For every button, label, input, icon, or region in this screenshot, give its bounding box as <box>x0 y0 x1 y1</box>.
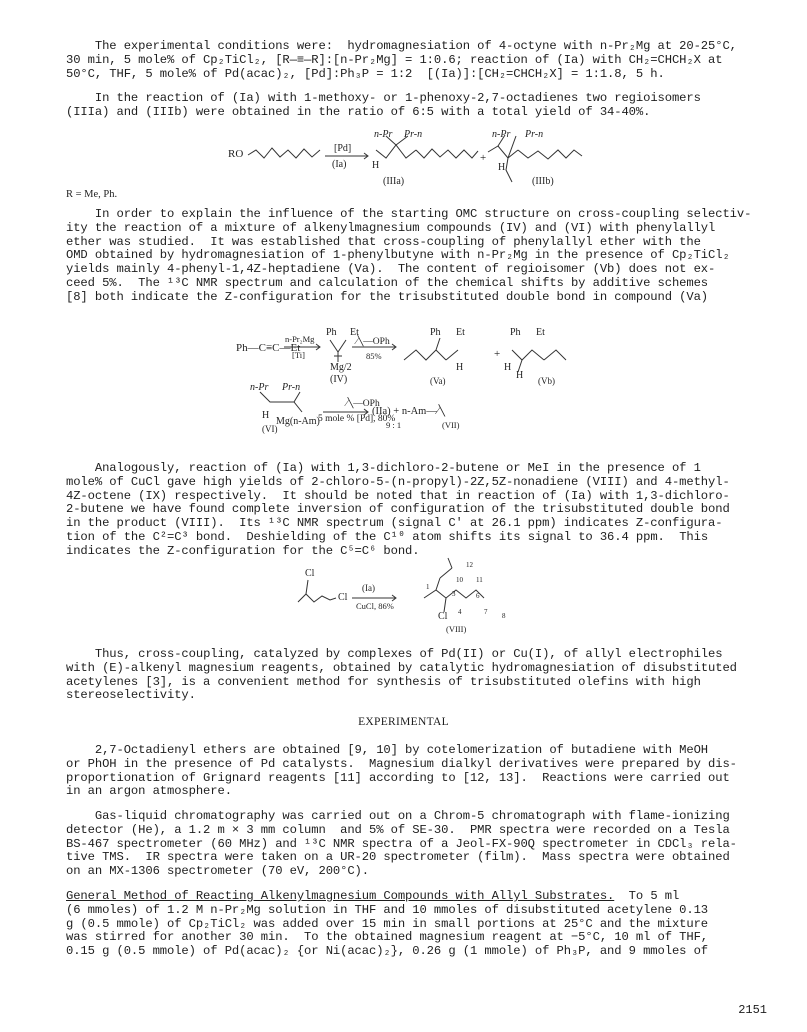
paragraph-conditions: The experimental conditions were: hydromagnesiation of 4-octyne with n-Pr₂Mg at 20-25°C, 30 min, 5 mole% of Cp₂TiCl₂, [R—≡—R]:[n-Pr₂Mg] = 1:0.6; reaction of (Ia) with CH₂=CHCH₂X at 50°C, THF, 5 mole% of Pd(acac)₂, [Pd]:Ph₃P = 1:2 [(Ia)]:[CH₂=CHCH₂X] = 1:1.8, 5 h. <box>66 39 737 81</box>
scheme2-mg-am: Mg(n-Am) <box>276 416 320 427</box>
scheme2-reagent-2: ∕╲—OPh <box>346 399 380 409</box>
scheme1-reagent: (Ia) <box>332 159 347 170</box>
scheme2-h-4: H <box>504 362 512 373</box>
scheme2-ph-1: Ph <box>326 327 337 338</box>
scheme3-cl-3: Cl <box>438 611 448 622</box>
scheme2-label-VII: (VII) <box>442 420 460 430</box>
scheme1-prn-2: Pr-n <box>525 129 544 140</box>
scheme2-npr: n-Pr <box>250 382 269 393</box>
scheme2-plus: + <box>494 348 501 360</box>
scheme1-npr-2: n-Pr <box>492 129 511 140</box>
scheme2-et-3: Et <box>536 327 545 338</box>
scheme2-h-3: H <box>456 362 464 373</box>
paragraph-selectivity: In order to explain the influence of the starting OMC structure on cross-coupling selectiv- ity the reaction of a mixture of alkenylmagnesium compounds (IV) and (VI) with phenylallyl ether was studied. It was established that cross-coupling of phenylallyl ether with the OMD obtained by hydromagnesiation of 1-phenylbutyne with n-Pr₂Mg in the presence of Cp₂TiCl₂ yields mainly 4-phenyl-1,4Z-heptadiene (Va). The content of regioisomer (Vb) does not ex- ceed 5%. The ¹³C NMR spectrum and calculation of the chemical shifts by additive schemes [8] both indicate the Z-configuration for the trisubstituted double bond in compound (Va) <box>66 207 752 304</box>
scheme2-conditions-2: 5 mole % [Pd], 80% <box>318 414 396 424</box>
scheme3-cl-1: Cl <box>305 568 315 579</box>
scheme3-reagent: (Ia) <box>362 583 375 593</box>
scheme3-num-3: 3 <box>452 590 456 598</box>
page-number: 2151 <box>738 1003 767 1017</box>
scheme3-num-8: 8 <box>502 612 506 620</box>
scheme2-label-Vb: (Vb) <box>538 376 555 386</box>
paragraph-analogously: Analogously, reaction of (Ia) with 1,3-dichloro-2-butene or MeI in the presence of 1 mole% of CuCl gave high yields of 2-chloro-5-(n-propyl)-2Z,5Z-nonadiene (VIII) and 4-methyl- 4Z-octene (IX) respectively. It should be noted that in reaction of (Ia) with 1,3-dichloro- 2-butene we have found complete inversion of configuration of the trisubstituted double bond in the product (VIII). Its ¹³C NMR spectrum (signal C' at 26.1 ppm) indicates Z-configura- tion of the C²=C³ bond. Deshielding of the C¹⁰ atom shifts its signal to 36.4 ppm. This indicates the Z-configuration for the C⁵=C⁶ bond. <box>66 461 730 558</box>
scheme3-label-VIII: (VIII) <box>446 624 467 634</box>
scheme3-num-4: 4 <box>458 608 462 616</box>
paragraph-ethers: 2,7-Octadienyl ethers are obtained [9, 10] by cotelomerization of butadiene with MeOH or PhOH in the presence of Pd catalysts. Magnesium dialkyl derivatives were prepared by dis- proportionation of Grignard reagents [11] according to [12, 13]. Reactions were carried out in an argon atmosphere. <box>66 743 737 799</box>
r-definition-note: R = Me, Ph. <box>66 189 118 200</box>
scheme3-num-12: 12 <box>466 561 473 569</box>
paragraph-general-method <box>66 890 756 959</box>
scheme2-ratio: 9 : 1 <box>386 420 402 430</box>
paragraph-conclusion: Thus, cross-coupling, catalyzed by complexes of Pd(II) or Cu(I), of allyl electrophiles with (E)-alkenyl magnesium reagents, obtained by catalytic hydromagnesiation of disubstituted acetylenes [3], is a convenient method for synthesis of trisubstituted olefins with high stereoselectivity. <box>66 647 737 703</box>
scheme3-num-1: 1 <box>426 583 430 591</box>
scheme1-label-IIIa: (IIIa) <box>383 176 405 187</box>
scheme2-reagent-1: n-Pr₂Mg <box>285 334 315 344</box>
scheme2-ph-2: Ph <box>430 327 441 338</box>
paragraph-regioisomers: In the reaction of (Ia) with 1-methoxy- or 1-phenoxy-2,7-octadienes two regioisomers (IIIa) and (IIIb) were obtained in the ratio of 6:5 with a total yield of 34-40%. <box>66 91 701 119</box>
scheme2-start: Ph—C≡C—Et <box>236 342 301 354</box>
scheme1-npr-1: n-Pr <box>374 129 393 140</box>
scheme2-reagent: ∕╲—OPh <box>356 337 390 347</box>
scheme3-catalyst: CuCl, 86% <box>356 601 394 611</box>
scheme2-label-Va: (Va) <box>430 376 446 386</box>
scheme3-num-6: 6 <box>476 592 480 600</box>
section-heading-experimental: EXPERIMENTAL <box>358 716 449 728</box>
scheme3-num-11: 11 <box>476 576 483 584</box>
scheme2-ph-3: Ph <box>510 327 521 338</box>
scheme2-label-IV: (IV) <box>330 374 348 385</box>
scheme2-h-6: H <box>262 410 270 421</box>
scheme2-label-VI: (VI) <box>262 424 278 434</box>
scheme2-catalyst-1: [Ti] <box>292 350 305 360</box>
scheme1-ro: RO <box>228 148 244 160</box>
scheme2-products: (IIa) + n-Am—∕╲ <box>372 406 445 417</box>
scheme2-et-2: Et <box>456 327 465 338</box>
scheme2-h-5: H <box>516 370 524 381</box>
scheme1-label-IIIb: (IIIb) <box>532 176 554 187</box>
paragraph-chromatography: Gas-liquid chromatography was carried out on a Chrom-5 chromatograph with flame-ionizing detector (He), a 1.2 m × 3 mm column and 5% of SE-30. PMR spectra were recorded on a Tesla BS-467 spectrometer (60 MHz) and ¹³C NMR spectra of a Jeol-FX-90Q spectrometer in CDCl₃ rela- tive TMS. IR spectra were taken on a UR-20 spectrometer (film). Mass spectra were obtained on an MX-1306 spectrometer (70 eV, 200°C). <box>66 809 737 879</box>
scheme1-cat: [Pd] <box>334 143 352 154</box>
scheme1-h-2: H <box>498 162 506 173</box>
scheme1-plus: + <box>480 152 487 164</box>
scheme1-h-1: H <box>372 160 380 171</box>
scheme3-cl-2: Cl <box>338 592 348 603</box>
scheme2-et-1: Et <box>350 327 359 338</box>
scheme2-prn: Pr-n <box>282 382 301 393</box>
scheme2-yield: 85% <box>366 351 382 361</box>
scheme3-num-10: 10 <box>456 576 463 584</box>
scheme3-num-7: 7 <box>484 608 488 616</box>
general-method-body: To 5 ml (6 mmoles) of 1.2 M n-Pr₂Mg solution in THF and 10 mmoles of disubstituted acetylene 0.13 g (0.5 mmole) of Cp₂TiCl₂ was added over 15 min in small portions at 25°C and the mixture was stirred for another 30 min. To the obtained magnesium reagent at −5°C, 10 ml of THF, 0.15 g (0.5 mmole) of Pd(acac)₂ {or Ni(acac)₂}, 0.26 g (1 mmole) of Ph₃P, and 9 mmoles of <box>66 889 709 959</box>
scheme2-mg: Mg/2 <box>330 362 352 373</box>
scheme1-prn-1: Pr-n <box>404 129 423 140</box>
general-method-title: General Method of Reacting Alkenylmagnesium Compounds with Allyl Substrates. <box>66 889 615 903</box>
